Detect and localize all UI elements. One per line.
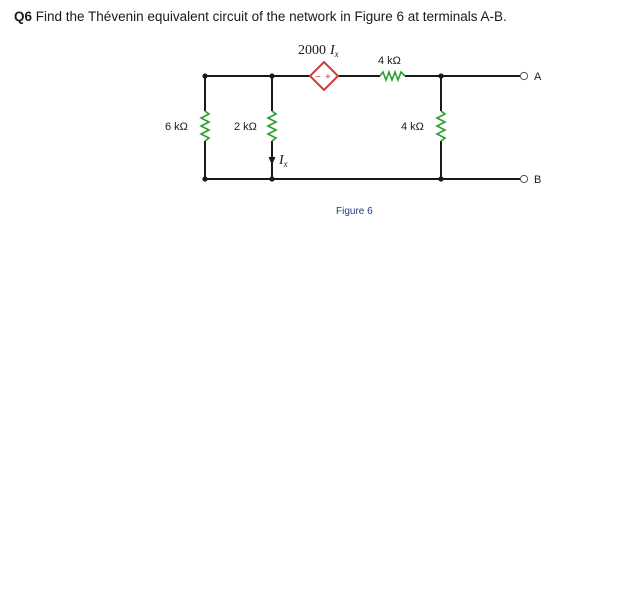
- resistor-2k: [268, 111, 276, 141]
- resistor-2k-label: 2 kΩ: [234, 121, 257, 133]
- node-top-left: [202, 73, 207, 78]
- node-bottom-4k: [438, 176, 443, 181]
- resistor-4k-shunt-label: 4 kΩ: [401, 121, 424, 133]
- node-top-2k: [269, 73, 274, 78]
- terminal-b-circle: [520, 175, 527, 182]
- resistor-6k: [201, 111, 209, 141]
- terminal-a-label: A: [534, 71, 542, 83]
- node-bottom-left: [202, 176, 207, 181]
- current-label: [278, 153, 288, 169]
- node-top-4k: [438, 73, 443, 78]
- source-minus-sign: −: [315, 72, 321, 83]
- source-control-sub: x: [334, 49, 339, 59]
- resistor-6k-label: 6 kΩ: [165, 121, 188, 133]
- source-label: [298, 43, 339, 59]
- node-bottom-2k: [269, 176, 274, 181]
- question-body: Find the Thévenin equivalent circuit of the network in Figure 6 at terminals A-B.: [32, 9, 507, 24]
- current-arrow-head: [269, 157, 276, 165]
- question-number: Q6: [14, 9, 33, 24]
- current-symbol: I: [279, 153, 284, 168]
- terminal-b-label: B: [534, 174, 542, 186]
- terminal-a-circle: [520, 72, 527, 79]
- resistor-4k-series-label: 4 kΩ: [378, 55, 401, 67]
- current-sub: x: [283, 159, 288, 169]
- resistor-4k-shunt: [437, 111, 445, 141]
- source-control-var: I: [330, 43, 335, 58]
- resistor-4k-series: [380, 72, 405, 80]
- source-gain: 2000: [298, 43, 326, 58]
- source-plus-sign: +: [325, 72, 331, 83]
- figure-caption: Figure 6: [336, 206, 373, 217]
